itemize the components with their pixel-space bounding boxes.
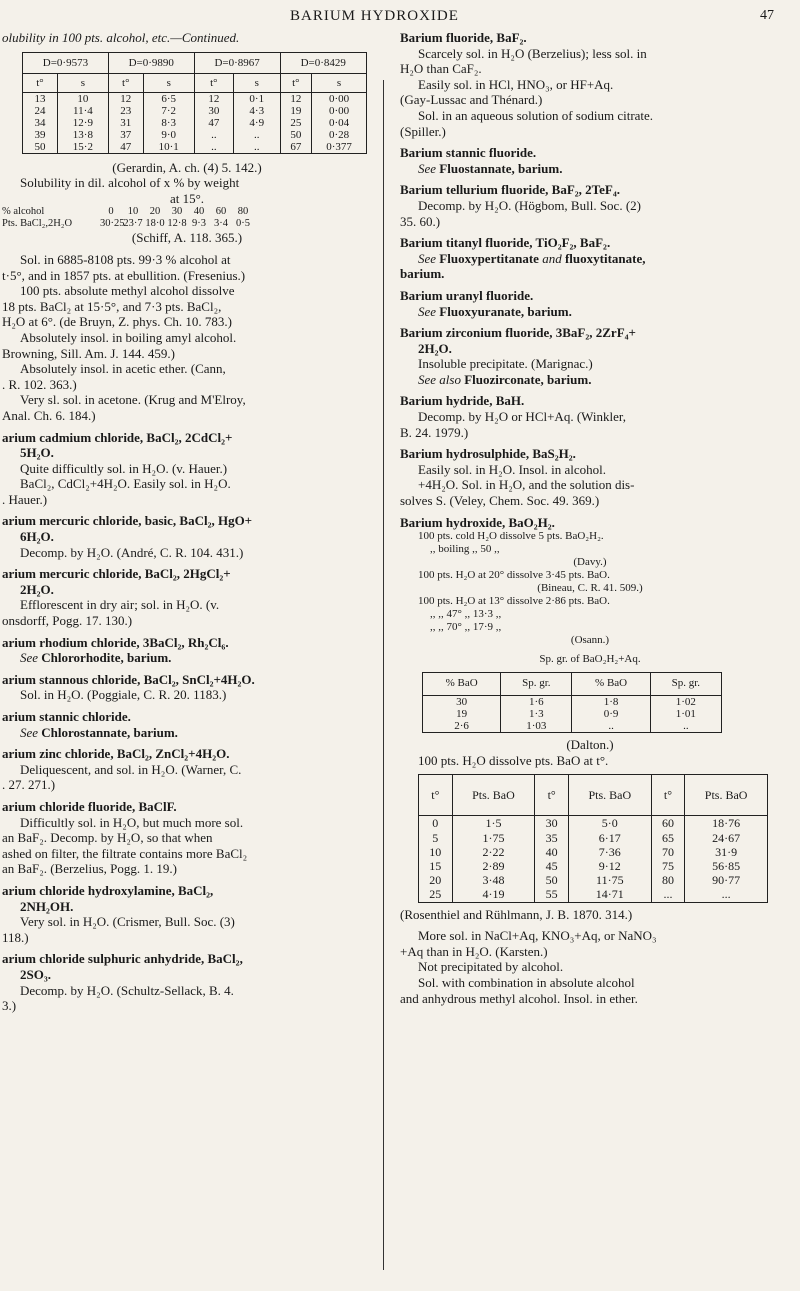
table-cell: 7·36 — [568, 845, 651, 859]
value: 9·3 — [192, 218, 206, 230]
table-cell: 12 — [280, 92, 312, 105]
paragraph-line: . 27. 271.) — [2, 777, 56, 793]
table-cell: 12 — [108, 92, 143, 105]
col-header-s: s — [57, 73, 108, 92]
table-cell: 11·4 — [57, 105, 108, 117]
entry-formula: 2H₂O. — [20, 581, 54, 597]
col-header-t: t° — [280, 73, 312, 92]
paragraph-line: Efflorescent in dry air; sol. in H₂O. (v. — [20, 597, 220, 613]
paragraph-line: Very sol. in H₂O. (Crismer, Bull. Soc. (3) — [20, 914, 235, 930]
paragraph-line: H₂O than CaF₂. — [400, 61, 482, 77]
table-cell: 47 — [194, 117, 233, 129]
see-reference — [400, 161, 780, 177]
value: 0·5 — [236, 218, 250, 230]
col-header: Sp. gr. — [650, 673, 721, 696]
continued-heading: olubility in 100 pts. alcohol, etc.—Continued. — [2, 30, 240, 45]
table-row — [423, 720, 722, 733]
table-cell: 4·3 — [233, 105, 280, 117]
table-cell: 15·2 — [57, 141, 108, 154]
col-header: Pts. BaO — [568, 775, 651, 816]
entry-formula: 2H₂O. — [418, 340, 452, 356]
entry-title: Barium hydrosulphide, BaS₂H₂. — [400, 446, 576, 462]
see-label: See — [418, 303, 437, 319]
entry-title: Barium hydroxide, BaO₂H₂. — [400, 514, 555, 530]
entry-title: Barium hydride, BaH. — [400, 393, 525, 409]
table-cell: 0 — [419, 816, 453, 831]
paragraph-line: Sol. with combination in absolute alcohol — [418, 975, 635, 990]
paragraph-line: Insoluble precipitate. (Marignac.) — [418, 356, 593, 372]
table-row — [419, 873, 768, 887]
right-column — [400, 30, 780, 1006]
reference: (Osann.) — [570, 634, 610, 647]
data-line: ,, boiling ,, 50 ,, — [430, 543, 500, 556]
paragraph-line: BaCl₂, CdCl₂+4H₂O. Easily sol. in H₂O. — [20, 476, 231, 492]
cross-reference: fluoxytitanate, — [564, 250, 646, 266]
table-cell: 50 — [23, 141, 58, 154]
paragraph-line: Easily sol. in H₂O. Insol. in alcohol. — [418, 461, 606, 477]
table-row — [23, 92, 367, 105]
entry-formula: 2NH₂OH. — [20, 898, 74, 914]
table-cell: 19 — [280, 105, 312, 117]
table-cell: 6·17 — [568, 831, 651, 845]
table-cell: 65 — [651, 831, 685, 845]
see-label: See — [20, 650, 39, 666]
table-cell: 1·8 — [572, 696, 650, 709]
paragraph-line: (Gay-Lussac and Thénard.) — [400, 92, 543, 108]
table-cell: 25 — [419, 887, 453, 902]
value: 20 — [149, 206, 161, 218]
paragraph-line: Scarcely sol. in H₂O (Berzelius); less sol. in — [418, 45, 647, 61]
entry-title: Barium zirconium fluoride, 3BaF₂, 2ZrF₄+ — [400, 325, 636, 341]
table-cell: 30 — [535, 816, 569, 831]
table-cell: 18·76 — [685, 816, 768, 831]
density-header: D=0·8429 — [280, 52, 366, 73]
table-cell: 5·0 — [568, 816, 651, 831]
cross-reference: Fluozirconate, barium. — [464, 371, 592, 387]
col-header: t° — [651, 775, 685, 816]
value: 10 — [127, 206, 139, 218]
col-header-t: t° — [194, 73, 233, 92]
entry-title: Barium stannic fluoride. — [400, 145, 537, 161]
see-label: See — [418, 160, 437, 176]
paragraph-line: Decomp. by H₂O. (Högbom, Bull. Soc. (2) — [418, 197, 641, 213]
see-reference — [2, 725, 372, 741]
table-row — [23, 105, 367, 117]
table-cell: 34 — [23, 117, 58, 129]
table-cell: 80 — [651, 873, 685, 887]
paragraph-line: (Spiller.) — [400, 123, 446, 139]
paragraph-line: Sol. in H₂O. (Poggiale, C. R. 20. 1183.) — [20, 687, 227, 703]
value: 3·4 — [214, 218, 228, 230]
table-cell: 7·2 — [143, 105, 194, 117]
solubility-row-alcohol — [2, 206, 372, 218]
table-row — [419, 845, 768, 859]
paragraph-line: 18 pts. BaCl₂ at 15·5°, and 7·3 pts. BaCl₂, — [2, 298, 222, 314]
table-cell: 23 — [108, 105, 143, 117]
paragraph-line: 118.) — [2, 929, 29, 945]
entry-formula: 5H₂O. — [20, 445, 54, 461]
page-header — [0, 8, 800, 32]
paragraph-line: Difficultly sol. in H₂O, but much more sol. — [20, 814, 244, 830]
table-cell: 1·5 — [452, 816, 535, 831]
cross-reference: barium. — [400, 266, 445, 282]
reference: (Davy.) — [573, 556, 607, 569]
entry-title: arium rhodium chloride, 3BaCl₂, Rh₂Cl₆. — [2, 634, 229, 650]
table-cell: 6·5 — [143, 92, 194, 105]
reference: (Bineau, C. R. 41. 509.) — [537, 582, 643, 595]
col-header-s: s — [143, 73, 194, 92]
paragraph-line: Absolutely insol. in acetic ether. (Cann, — [20, 361, 226, 377]
reference: (Rosenthiel and Rühlmann, J. B. 1870. 314.) — [400, 906, 633, 922]
see-label: See — [418, 250, 437, 266]
table-row — [23, 141, 367, 154]
col-header-t: t° — [108, 73, 143, 92]
cross-reference: Fluoxypertitanate — [439, 250, 539, 266]
paragraph-line: t·5°, and in 1857 pts. at ebullition. (Fresenius.) — [2, 267, 246, 283]
entry-title: arium chloride fluoride, BaClF. — [2, 798, 177, 814]
table-cell: 0·1 — [233, 92, 280, 105]
value: 60 — [215, 206, 227, 218]
paragraph-line: Sol. in 6885-8108 pts. 99·3 % alcohol at — [20, 251, 231, 267]
paragraph-line: Decomp. by H₂O. (Schultz-Sellack, B. 4. — [20, 982, 234, 998]
cross-reference: Fluostannate, barium. — [439, 160, 563, 176]
table-title: 100 pts. H₂O dissolve pts. BaO at t°. — [418, 752, 609, 768]
paragraph-line: 35. 60.) — [400, 213, 441, 229]
table-cell: 75 — [651, 859, 685, 873]
row-label: % alcohol — [2, 206, 45, 218]
table-cell: 0·9 — [572, 708, 650, 720]
reference: (Dalton.) — [566, 737, 614, 753]
table-cell: 1·02 — [650, 696, 721, 709]
table-cell: 2·6 — [423, 720, 501, 733]
table-cell: 19 — [423, 708, 501, 720]
paragraph-line: +4H₂O. Sol. in H₂O, and the solution dis- — [418, 477, 635, 493]
table-cell: .. — [233, 129, 280, 141]
see-label: See — [20, 724, 39, 740]
value: 0 — [108, 206, 114, 218]
table-cell: 56·85 — [685, 859, 768, 873]
entry-title: Barium titanyl fluoride, TiO₂F₂, BaF₂. — [400, 235, 611, 251]
table-cell: 10 — [57, 92, 108, 105]
table-cell: 5 — [419, 831, 453, 845]
data-line: 100 pts. H₂O at 20° dissolve 3·45 pts. BaO. — [418, 569, 610, 582]
specific-gravity-table — [422, 672, 722, 733]
paragraph-line: Solubility in dil. alcohol of x % by weight — [20, 175, 240, 191]
paragraph-line: +Aq than in H₂O. (Karsten.) — [400, 943, 548, 959]
table-cell: 9·12 — [568, 859, 651, 873]
table-row — [23, 117, 367, 129]
page-number: 47 — [760, 8, 774, 23]
paragraph-line: and anhydrous methyl alcohol. Insol. in ether. — [400, 990, 638, 1006]
table-cell: 30 — [194, 105, 233, 117]
entry-title: arium stannous chloride, BaCl₂, SnCl₂+4H₂O. — [2, 671, 255, 687]
table-cell: .. — [233, 141, 280, 154]
table-cell: 4·9 — [233, 117, 280, 129]
table-cell: 0·04 — [312, 117, 367, 129]
table-cell: ... — [685, 887, 768, 902]
paragraph-line: 100 pts. absolute methyl alcohol dissolve — [20, 283, 235, 299]
paragraph-line: 3.) — [2, 998, 17, 1014]
table-row — [419, 887, 768, 902]
table-cell: 39 — [23, 129, 58, 141]
table-cell: 11·75 — [568, 873, 651, 887]
table-cell: 10·1 — [143, 141, 194, 154]
col-header-s: s — [312, 73, 367, 92]
table-cell: 1·75 — [452, 831, 535, 845]
entry-formula: 6H₂O. — [20, 529, 54, 545]
paragraph-line: Deliquescent, and sol. in H₂O. (Warner, C. — [20, 761, 242, 777]
data-line: 100 pts. cold H₂O dissolve 5 pts. BaO₂H₂. — [418, 530, 604, 543]
col-header-s: s — [233, 73, 280, 92]
table-cell: 90·77 — [685, 873, 768, 887]
cross-reference: Fluoxyuranate, barium. — [439, 303, 572, 319]
value: 30·25 — [100, 218, 125, 230]
paragraph-line: Easily sol. in HCl, HNO₃, or HF+Aq. — [418, 76, 614, 92]
paragraph-line: H₂O at 6°. (de Bruyn, Z. phys. Ch. 10. 783.) — [2, 314, 232, 330]
see-label: See also — [418, 371, 461, 387]
table-cell: 13·8 — [57, 129, 108, 141]
value: 12·8 — [167, 218, 187, 230]
table-cell: 3·48 — [452, 873, 535, 887]
entry-title: arium chloride hydroxylamine, BaCl₂, — [2, 882, 214, 898]
solubility-row-barium-chloride — [2, 218, 372, 230]
col-header: % BaO — [423, 673, 501, 696]
table-cell: 12·9 — [57, 117, 108, 129]
table-cell: 2·89 — [452, 859, 535, 873]
table-cell: 0·00 — [312, 92, 367, 105]
table-cell: .. — [650, 720, 721, 733]
col-header-t: t° — [23, 73, 58, 92]
entry-title: arium zinc chloride, BaCl₂, ZnCl₂+4H₂O. — [2, 746, 230, 762]
table-row — [419, 859, 768, 873]
paragraph-line: B. 24. 1979.) — [400, 424, 469, 440]
table-cell: 67 — [280, 141, 312, 154]
value: 80 — [237, 206, 249, 218]
table-cell: 45 — [535, 859, 569, 873]
value: 40 — [193, 206, 205, 218]
table-cell: 25 — [280, 117, 312, 129]
paragraph-line: solves S. (Veley, Chem. Soc. 49. 369.) — [400, 493, 600, 509]
entry-title: arium mercuric chloride, basic, BaCl₂, HgO+ — [2, 513, 253, 529]
density-header: D=0·9890 — [108, 52, 194, 73]
table-cell: 0·00 — [312, 105, 367, 117]
table-cell: 1·01 — [650, 708, 721, 720]
table-cell: 9·0 — [143, 129, 194, 141]
table-cell: 4·19 — [452, 887, 535, 902]
paragraph-line: Decomp. by H₂O or HCl+Aq. (Winkler, — [418, 409, 626, 425]
paragraph-line: Absolutely insol. in boiling amyl alcohol. — [20, 329, 237, 345]
col-header: Sp. gr. — [501, 673, 572, 696]
table-cell: 70 — [651, 845, 685, 859]
table-cell: 60 — [651, 816, 685, 831]
paragraph-line: . Hauer.) — [2, 491, 48, 507]
table-cell: 8·3 — [143, 117, 194, 129]
table-cell: 24·67 — [685, 831, 768, 845]
table-cell: 1·03 — [501, 720, 572, 733]
entry-title: Barium tellurium fluoride, BaF₂, 2TeF₄. — [400, 182, 621, 198]
table-cell: 47 — [108, 141, 143, 154]
table-cell: .. — [194, 141, 233, 154]
cross-reference: Chlorostannate, barium. — [41, 724, 178, 740]
col-header: t° — [535, 775, 569, 816]
table-row — [419, 816, 768, 831]
column-divider — [383, 80, 384, 1270]
col-header: Pts. BaO — [685, 775, 768, 816]
col-header: % BaO — [572, 673, 650, 696]
col-header: Pts. BaO — [452, 775, 535, 816]
table-row — [23, 129, 367, 141]
table-cell: 37 — [108, 129, 143, 141]
table-cell: 2·22 — [452, 845, 535, 859]
cross-reference: Chlororhodite, barium. — [41, 650, 172, 666]
entry-title: arium cadmium chloride, BaCl₂, 2CdCl₂+ — [2, 429, 233, 445]
table-cell: 15 — [419, 859, 453, 873]
table-cell: 20 — [419, 873, 453, 887]
table-cell: 14·71 — [568, 887, 651, 902]
see-reference — [2, 650, 372, 666]
table-cell: 35 — [535, 831, 569, 845]
table-cell: 1·6 — [501, 696, 572, 709]
paragraph-line: Anal. Ch. 6. 184.) — [2, 407, 96, 423]
reference: (Gerardin, A. ch. (4) 5. 142.) — [112, 159, 262, 175]
entry-formula: 2SO₃. — [20, 966, 51, 982]
table-row — [423, 708, 722, 720]
alcohol-solubility-table — [22, 52, 367, 154]
see-reference — [400, 251, 780, 267]
table-cell: 10 — [419, 845, 453, 859]
conjunction: and — [542, 250, 562, 266]
table-cell: 31·9 — [685, 845, 768, 859]
running-head: BARIUM HYDROXIDE — [290, 8, 459, 24]
table-cell: 24 — [23, 105, 58, 117]
entry-title: arium mercuric chloride, BaCl₂, 2HgCl₂+ — [2, 566, 231, 582]
table-cell: 0·377 — [312, 141, 367, 154]
density-header: D=0·8967 — [194, 52, 280, 73]
paragraph-line: Quite difficultly sol. in H₂O. (v. Hauer.) — [20, 460, 228, 476]
paragraph-line: Decomp. by H₂O. (André, C. R. 104. 431.) — [20, 544, 244, 560]
paragraph-line: at 15°. — [169, 190, 205, 206]
entry-title: Barium fluoride, BaF₂. — [400, 30, 527, 45]
see-reference — [400, 372, 780, 388]
table-cell: 1·3 — [501, 708, 572, 720]
data-line: 100 pts. H₂O at 13° dissolve 2·86 pts. BaO. — [418, 595, 610, 608]
paragraph-line: . R. 102. 363.) — [2, 376, 77, 392]
table-cell: .. — [572, 720, 650, 733]
data-line: ,, ,, 70° ,, 17·9 ,, — [430, 621, 502, 634]
entry-title: arium chloride sulphuric anhydride, BaCl₂, — [2, 951, 243, 967]
paragraph-line: Sol. in an aqueous solution of sodium citrate. — [418, 107, 654, 123]
table-title: Sp. gr. of BaO₂H₂+Aq. — [539, 653, 641, 666]
table-cell: .. — [194, 129, 233, 141]
barium-oxide-solubility-table — [418, 774, 768, 902]
see-reference — [400, 304, 780, 320]
paragraph-line: ashed on filter, the filtrate contains more BaCl₂ — [2, 845, 248, 861]
table-row — [419, 831, 768, 845]
paragraph-line: More sol. in NaCl+Aq, KNO₃+Aq, or NaNO₃ — [418, 928, 657, 944]
paragraph-line: Very sl. sol. in acetone. (Krug and M'Elroy, — [20, 392, 246, 408]
table-cell: 31 — [108, 117, 143, 129]
row-label: Pts. BaCl₂,2H₂O — [2, 218, 73, 230]
value: 30 — [171, 206, 183, 218]
reference: (Schiff, A. 118. 365.) — [131, 230, 243, 246]
paragraph-line: onsdorff, Pogg. 17. 130.) — [2, 613, 133, 629]
table-cell: 50 — [280, 129, 312, 141]
table-cell: 50 — [535, 873, 569, 887]
value: 23·7 — [123, 218, 143, 230]
left-column — [0, 30, 372, 1014]
table-cell: 12 — [194, 92, 233, 105]
data-line: ,, ,, 47° ,, 13·3 ,, — [430, 608, 502, 621]
paragraph-line: Browning, Sill. Am. J. 144. 459.) — [2, 345, 175, 361]
col-header: t° — [419, 775, 453, 816]
table-cell: 30 — [423, 696, 501, 709]
table-row — [423, 696, 722, 709]
paragraph-line: an BaF₂. (Berzelius, Pogg. 1. 19.) — [2, 861, 177, 877]
table-cell: 55 — [535, 887, 569, 902]
table-cell: ... — [651, 887, 685, 902]
entry-title: arium stannic chloride. — [2, 709, 131, 724]
paragraph-line: an BaF₂. Decomp. by H₂O, so that when — [2, 830, 213, 846]
density-header: D=0·9573 — [23, 52, 109, 73]
table-cell: 40 — [535, 845, 569, 859]
table-cell: 13 — [23, 92, 58, 105]
table-cell: 0·28 — [312, 129, 367, 141]
entry-title: Barium uranyl fluoride. — [400, 287, 534, 303]
value: 18·0 — [145, 218, 165, 230]
paragraph-line: Not precipitated by alcohol. — [418, 959, 564, 975]
